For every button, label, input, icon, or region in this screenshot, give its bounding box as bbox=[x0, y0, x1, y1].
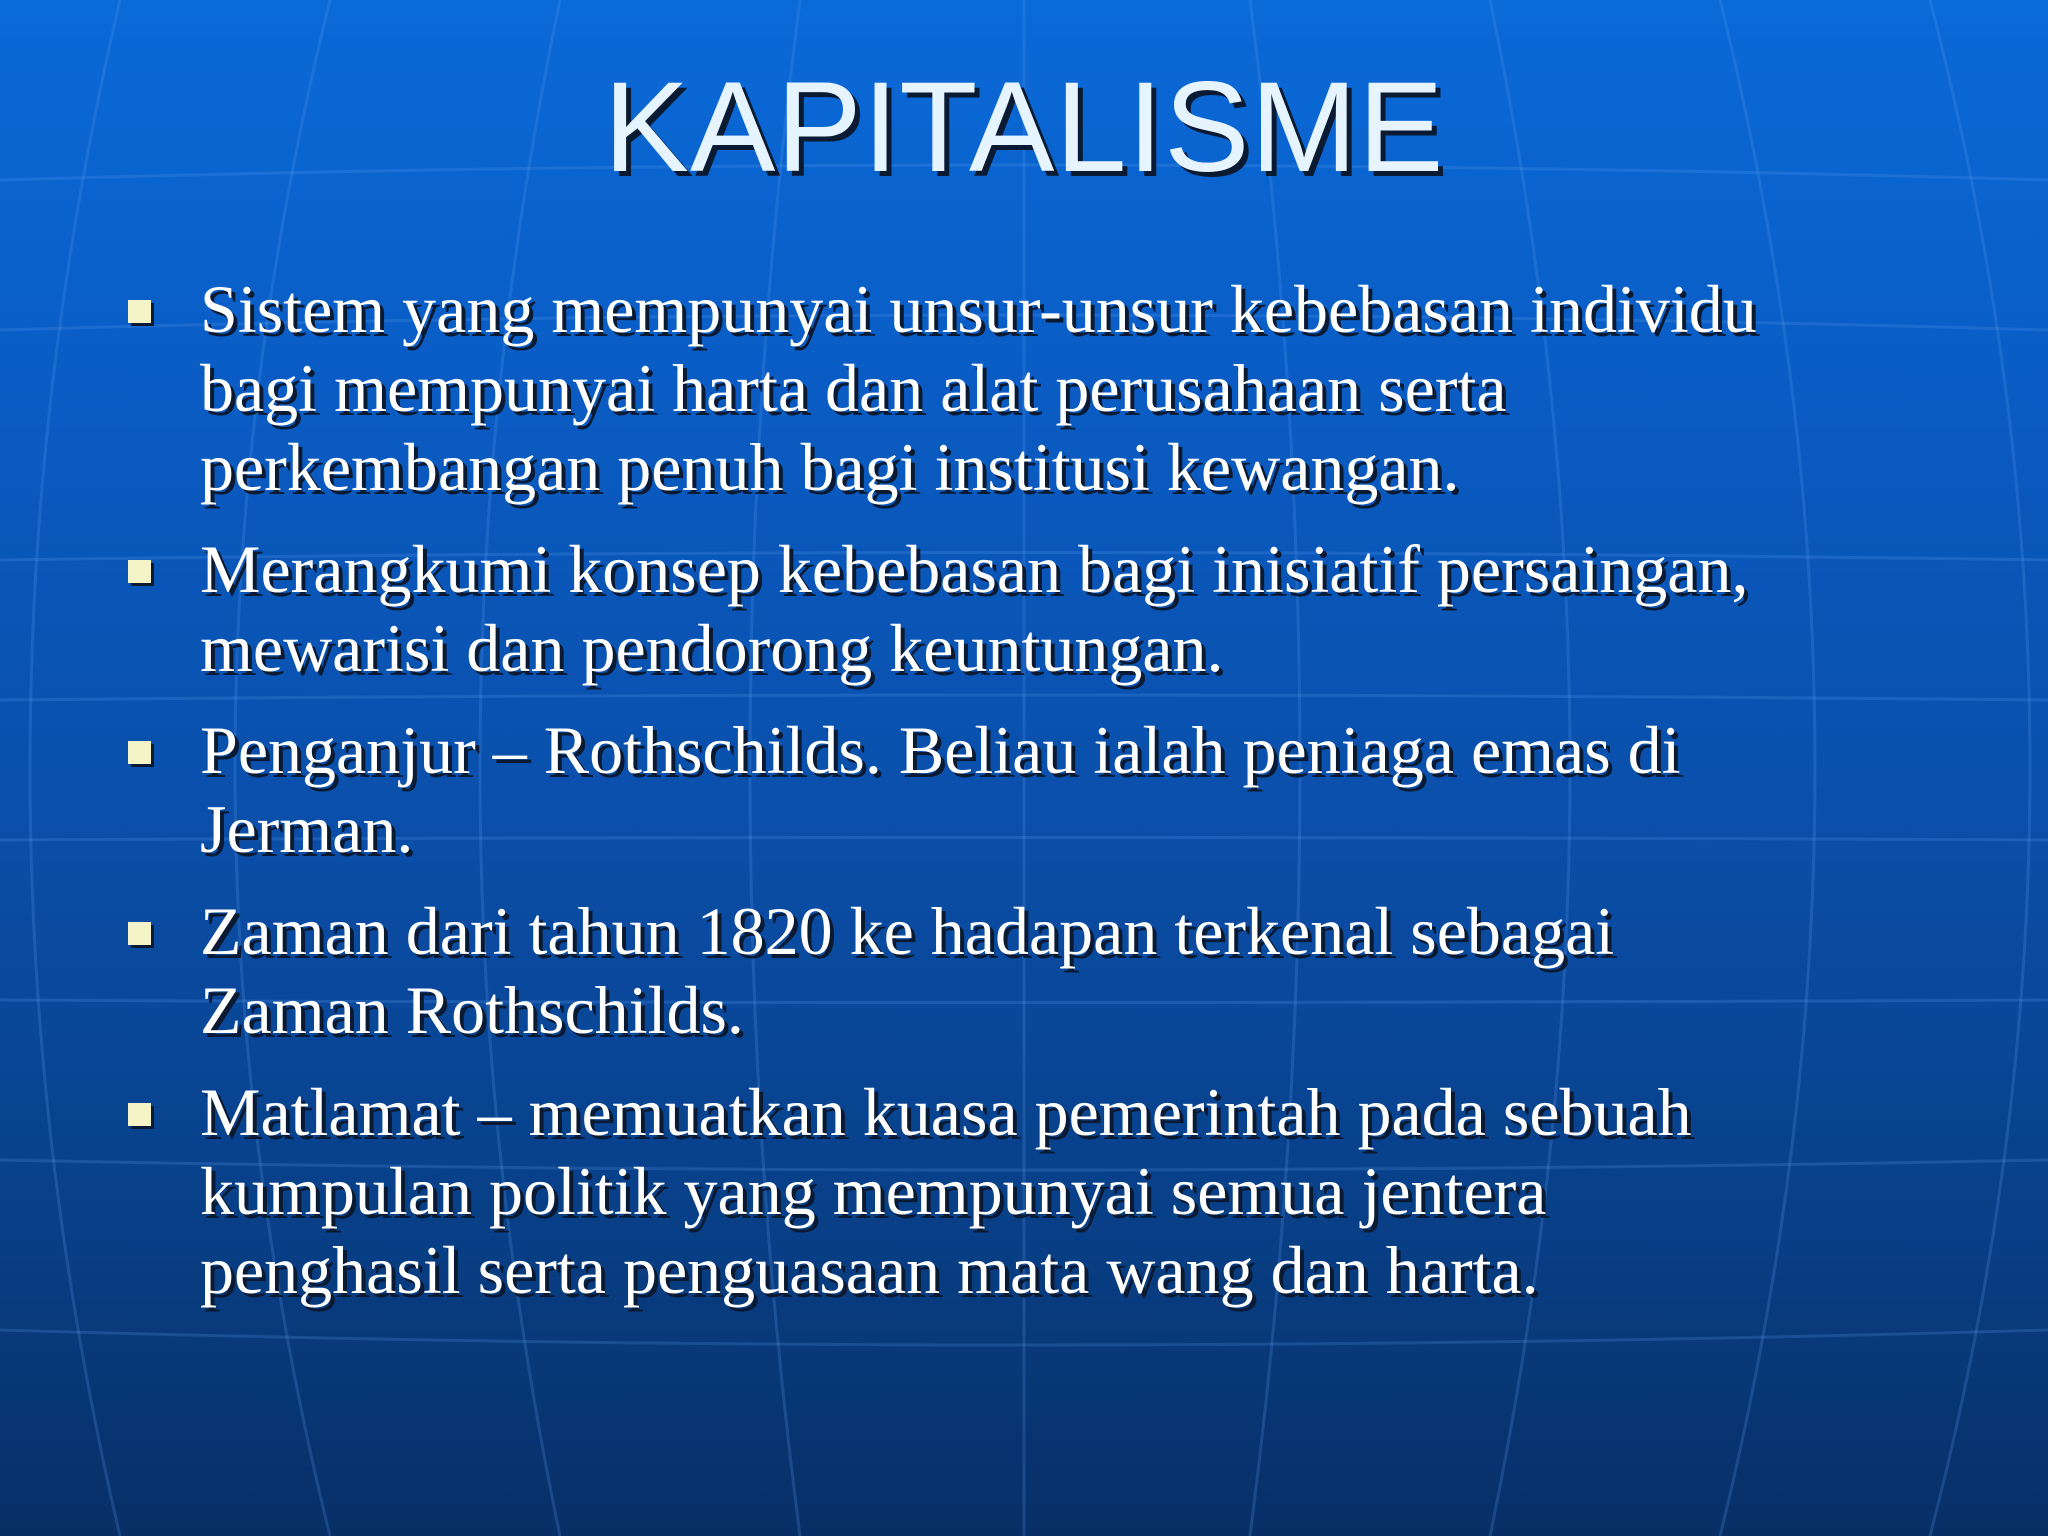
bullet-text: Matlamat – memuatkan kuasa pemerintah pada sebuah kumpulan politik yang mempunyai semua jentera penghasil serta penguasaan mata wang dan harta. bbox=[200, 1074, 1692, 1308]
bullet-item bbox=[0, 711, 1780, 869]
bullet-text: Zaman dari tahun 1820 ke hadapan terkenal sebagai Zaman Rothschilds. bbox=[200, 893, 1615, 1048]
square-bullet-icon bbox=[128, 560, 151, 583]
square-bullet-icon bbox=[128, 300, 151, 323]
bullet-item bbox=[0, 892, 1780, 1050]
slide-title: KAPITALISME bbox=[603, 56, 1445, 199]
bullet-text: Merangkumi konsep kebebasan bagi inisiatif persaingan, mewarisi dan pendorong keuntungan. bbox=[200, 531, 1749, 686]
square-bullet-icon bbox=[128, 922, 151, 945]
bullet-text: Penganjur – Rothschilds. Beliau ialah peniaga emas di Jerman. bbox=[200, 712, 1681, 867]
bullet-list bbox=[0, 270, 2048, 1333]
square-bullet-icon bbox=[128, 1103, 151, 1126]
bullet-item bbox=[0, 530, 1780, 688]
bullet-text: Sistem yang mempunyai unsur-unsur kebebasan individu bagi mempunyai harta dan alat perusahaan serta perkembangan penuh bagi institusi kewangan. bbox=[200, 271, 1757, 505]
bullet-item bbox=[0, 1073, 1780, 1310]
square-bullet-icon bbox=[128, 741, 151, 764]
bullet-item bbox=[0, 270, 1780, 507]
